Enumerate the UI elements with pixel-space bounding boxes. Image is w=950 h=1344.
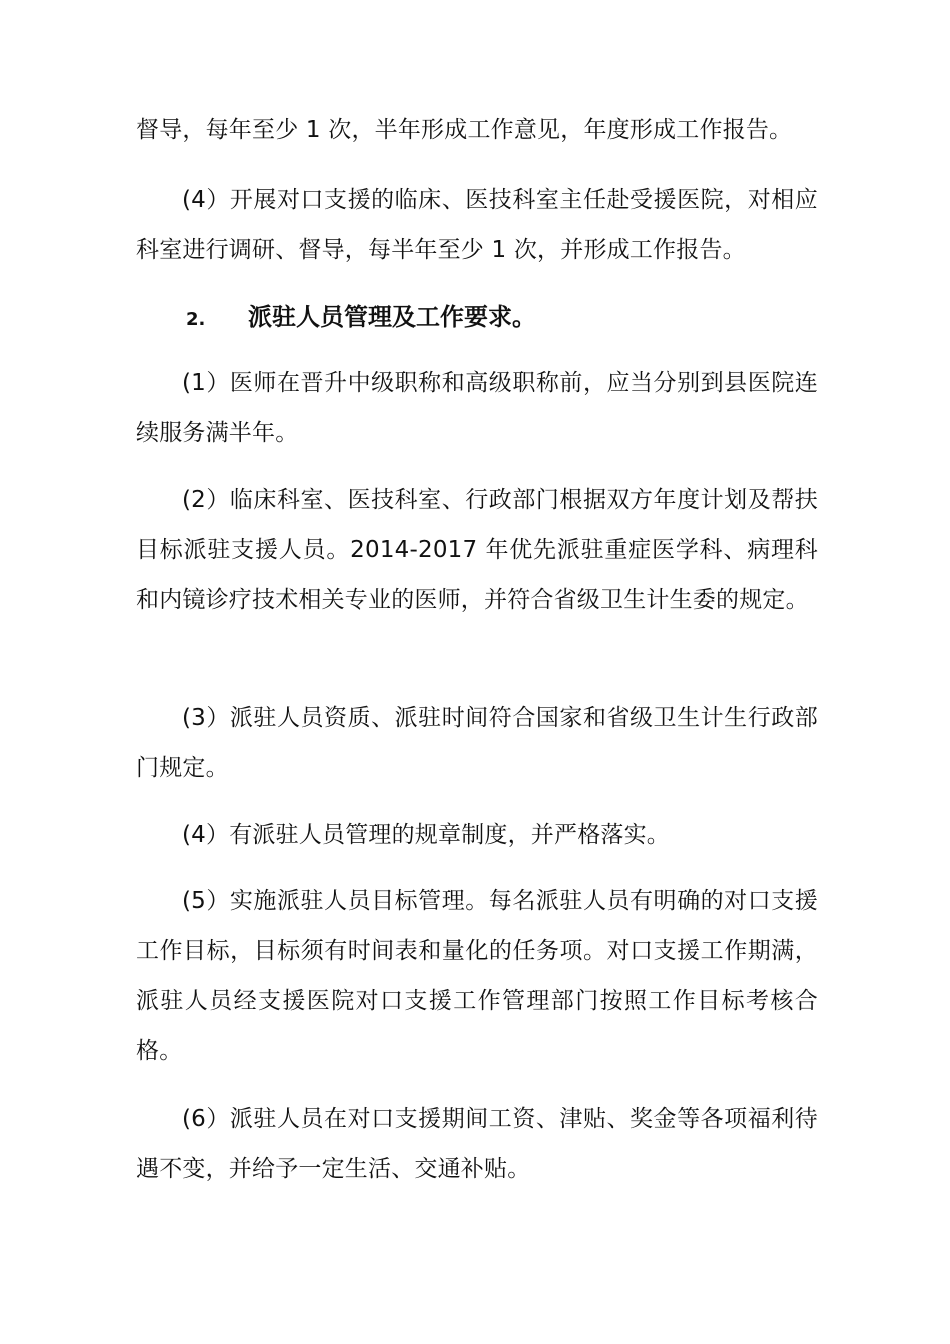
paragraph-item-2-dispatch-personnel: (2）临床科室、医技科室、行政部门根据双方年度计划及帮扶目标派驻支援人员。2014-2017 年优先派驻重症医学科、病理科和内镜诊疗技术相关专业的医师，并符合省级卫生计生委的规定。 bbox=[136, 487, 818, 613]
section-number: 2. bbox=[186, 309, 206, 330]
paragraph-item-6-benefits: (6）派驻人员在对口支援期间工资、津贴、奖金等各项福利待遇不变，并给予一定生活、交通补贴。 bbox=[136, 1106, 818, 1182]
paragraph-item-1-physician-service: (1）医师在晋升中级职称和高级职称前，应当分别到县医院连续服务满半年。 bbox=[136, 370, 818, 446]
paragraph-item-5-target-management: (5）实施派驻人员目标管理。每名派驻人员有明确的对口支援工作目标，目标须有时间表和量化的任务项。对口支援工作期满，派驻人员经支援医院对口支援工作管理部门按照工作目标考核合格。 bbox=[136, 888, 818, 1064]
section-heading bbox=[186, 292, 536, 342]
section-title: 派驻人员管理及工作要求。 bbox=[248, 303, 536, 331]
paragraph-item-4-management-rules: (4）有派驻人员管理的规章制度，并严格落实。 bbox=[182, 822, 671, 848]
paragraph-item-4-dept-heads: (4）开展对口支援的临床、医技科室主任赴受援医院，对相应科室进行调研、督导，每半年至少 1 次，并形成工作报告。 bbox=[136, 187, 818, 263]
paragraph-supervision-continued: 督导，每年至少 1 次，半年形成工作意见，年度形成工作报告。 bbox=[136, 117, 793, 143]
paragraph-item-3-qualifications: (3）派驻人员资质、派驻时间符合国家和省级卫生计生行政部门规定。 bbox=[136, 705, 818, 781]
